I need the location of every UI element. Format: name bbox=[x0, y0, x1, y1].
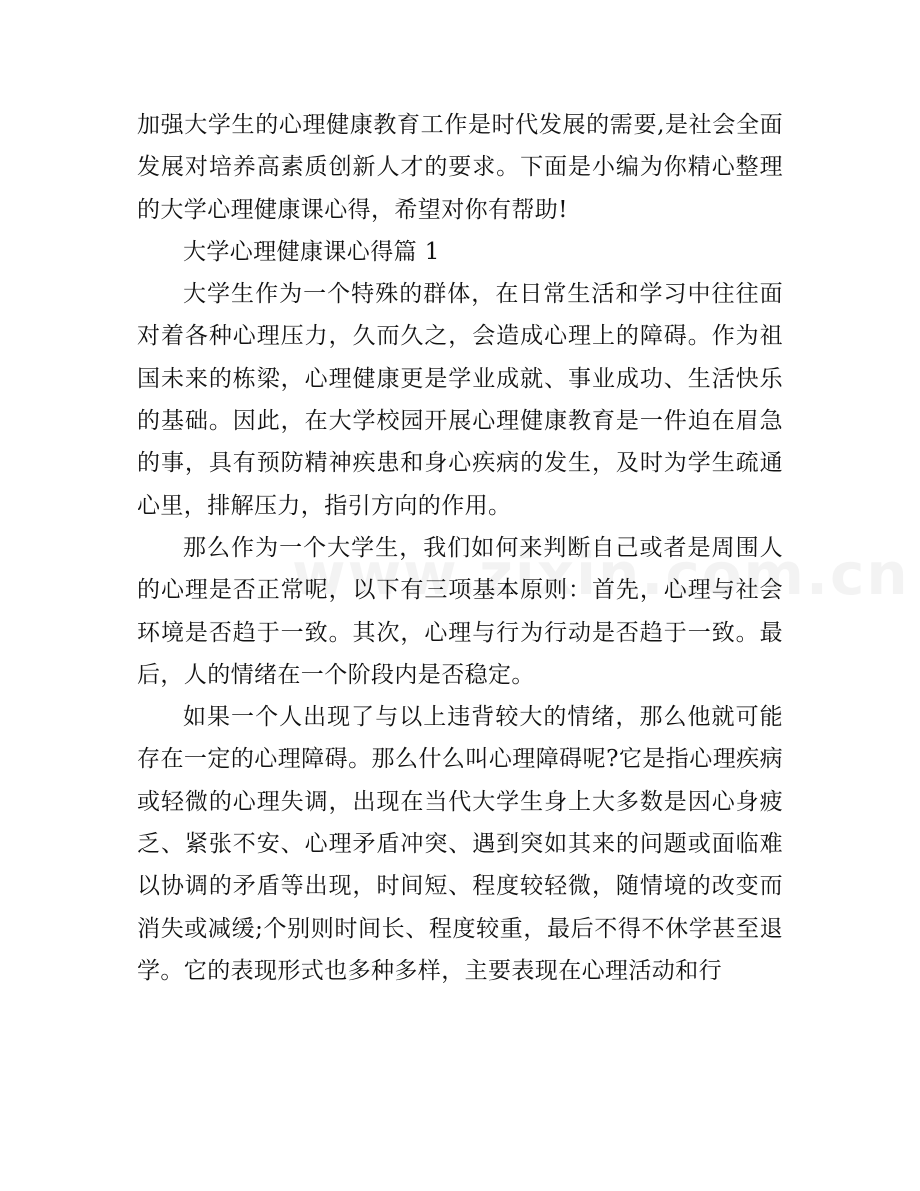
body-paragraph-1: 大学生作为一个特殊的群体，在日常生活和学习中往往面对着各种心理压力，久而久之，会造成心理上的障碍。作为祖国未来的栋梁，心理健康更是学业成就、事业成功、生活快乐的基础。因此，在大学校园开展心理健康教育是一件迫在眉急的事，具有预防精神疾患和身心疾病的发生，及时为学生疏通心里，排解压力，指引方向的作用。 bbox=[137, 281, 783, 519]
document-body bbox=[137, 104, 783, 992]
body-paragraph-2: 那么作为一个大学生，我们如何来判断自己或者是周围人的心理是否正常呢，以下有三项基本原则：首先，心理与社会环境是否趋于一致。其次，心理与行为行动是否趋于一致。最后，人的情绪在一个阶段内是否稳定。 bbox=[137, 534, 783, 688]
body-paragraph-3: 如果一个人出现了与以上违背较大的情绪，那么他就可能存在一定的心理障碍。那么什么叫心理障碍呢?它是指心理疾病或轻微的心理失调，出现在当代大学生身上大多数是因心身疲乏、紧张不安、心理矛盾冲突、遇到突如其来的问题或面临难以协调的矛盾等出现，时间短、程度较轻微，随情境的改变而消失或减缓;个别则时间长、程度较重，最后不得不休学甚至退学。它的表现形式也多种多样，主要表现在心理活动和行 bbox=[137, 704, 783, 984]
section-title: 大学心理健康课心得篇 1 bbox=[183, 238, 440, 265]
intro-paragraph: 加强大学生的心理健康教育工作是时代发展的需要,是社会全面发展对培养高素质创新人才的要求。下面是小编为你精心整理的大学心理健康课心得，希望对你有帮助! bbox=[137, 112, 783, 223]
